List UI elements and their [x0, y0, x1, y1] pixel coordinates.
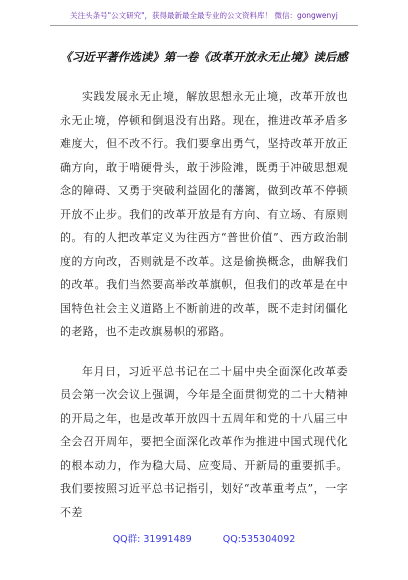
header-promo-text: 关注头条号"公文研究"，获得最新最全最专业的公文资料库！ 微信：gongwenyj — [70, 11, 338, 20]
document-title: 《习近平著作选读》第一卷《改革开放永无止境》读后感 — [60, 50, 348, 64]
footer-qq: QQ:535304092 — [222, 534, 296, 545]
footer-qq-group: QQ群: 31991489 — [112, 534, 192, 545]
body-paragraph: 年月日，习近平总书记在二十届中央全面深化改革委员会第一次会议上强调，今年是全面贯彻党的二十大精神的开局之年，也是改革开放四十五周年和党的十八届三中全会召开周年，要把全面深化改革作为推进中国式现代化的根本动力，作为稳大局、应变局、开新局的重要抓手。我们要按照习近平总书记指引，划好“改革重考点”，一字不差 — [60, 364, 348, 519]
body-paragraph: 实践发展永无止境，解放思想永无止境，改革开放也永无止境，停顿和倒退没有出路。现在，推进改革矛盾多难度大，但不改不行。我们要拿出勇气，坚持改革开放正确方向，敢于啃硬骨头，敢于涉险滩，既勇于冲破思想观念的障碍、又勇于突破利益固化的藩篱，做到改革不停顿开放不止步。我们的改革开放是有方向、有立场、有原则的。有的人把改革定义为往西方“普世价值”、西方政治制度的方向改，否则就是不改革。这是偷换概念，曲解我们的改革。我们当然要高举改革旗帜，但我们的改革是在中国特色社会主义道路上不断前进的改革，既不走封闭僵化的老路，也不走改旗易帜的邪路。 — [60, 90, 348, 338]
header-divider — [50, 25, 358, 26]
document-body — [60, 85, 348, 524]
footer-contact — [0, 534, 408, 546]
